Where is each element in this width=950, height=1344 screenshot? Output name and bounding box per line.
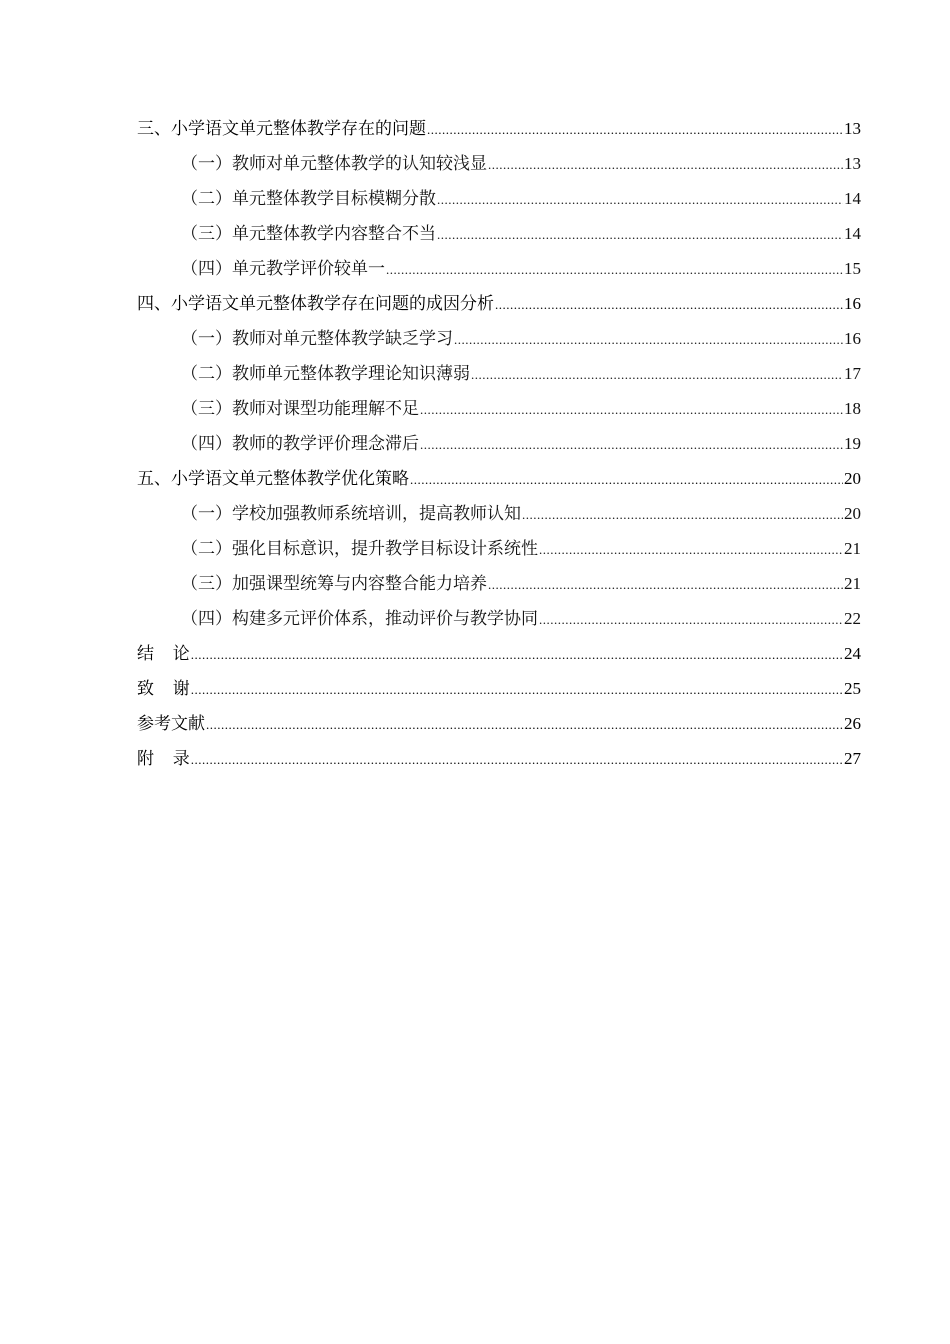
toc-entry[interactable] (137, 741, 861, 776)
toc-entry-title: （二）强化目标意识，提升教学目标设计系统性 (181, 539, 538, 559)
toc-dot-leader (420, 392, 843, 427)
toc-dot-leader (410, 462, 843, 497)
toc-page-number: 26 (844, 714, 861, 733)
toc-page-number: 25 (844, 679, 861, 698)
table-of-contents (137, 111, 861, 776)
toc-entry[interactable] (137, 706, 861, 741)
toc-entry[interactable] (137, 566, 861, 601)
toc-dot-leader (539, 532, 843, 567)
toc-page-number: 17 (844, 364, 861, 383)
toc-dot-leader (488, 567, 843, 602)
toc-entry[interactable] (137, 671, 861, 706)
toc-entry[interactable] (137, 111, 861, 146)
toc-dot-leader (206, 707, 843, 742)
toc-page-number: 20 (844, 504, 861, 523)
toc-dot-leader (539, 602, 843, 637)
toc-entry-title: （二）单元整体教学目标模糊分散 (181, 189, 436, 209)
toc-entry[interactable] (137, 601, 861, 636)
toc-entry[interactable] (137, 356, 861, 391)
toc-page-number: 14 (844, 224, 861, 243)
toc-page-number: 22 (844, 609, 861, 628)
toc-page-number: 21 (844, 574, 861, 593)
toc-entry-title: （一）学校加强教师系统培训，提高教师认知 (181, 504, 521, 524)
toc-entry-title: 五、小学语文单元整体教学优化策略 (137, 469, 409, 489)
toc-entry-title: （四）教师的教学评价理念滞后 (181, 434, 419, 454)
toc-dot-leader (495, 287, 843, 322)
toc-entry-title: （三）教师对课型功能理解不足 (181, 399, 419, 419)
toc-entry-title: （三）单元整体教学内容整合不当 (181, 224, 436, 244)
toc-dot-leader (191, 637, 843, 672)
toc-page-number: 24 (844, 644, 861, 663)
toc-entry-title: （二）教师单元整体教学理论知识薄弱 (181, 364, 470, 384)
toc-page-number: 16 (844, 294, 861, 313)
toc-entry-title: （四）单元教学评价较单一 (181, 259, 385, 279)
toc-dot-leader (191, 742, 843, 777)
toc-entry-title: 参考文献 (137, 714, 205, 734)
toc-dot-leader (437, 217, 843, 252)
toc-page-number: 13 (844, 119, 861, 138)
toc-entry[interactable] (137, 391, 861, 426)
toc-dot-leader (437, 182, 843, 217)
toc-entry[interactable] (137, 496, 861, 531)
toc-page-number: 14 (844, 189, 861, 208)
toc-entry[interactable] (137, 181, 861, 216)
toc-dot-leader (191, 672, 843, 707)
toc-entry-title: 四、小学语文单元整体教学存在问题的成因分析 (137, 294, 494, 314)
toc-entry[interactable] (137, 321, 861, 356)
toc-page-number: 15 (844, 259, 861, 278)
toc-dot-leader (471, 357, 843, 392)
toc-entry-title: 三、小学语文单元整体教学存在的问题 (137, 119, 426, 139)
toc-entry[interactable] (137, 636, 861, 671)
toc-entry[interactable] (137, 216, 861, 251)
toc-page-number: 18 (844, 399, 861, 418)
toc-entry[interactable] (137, 286, 861, 321)
toc-entry-title: 附录 (137, 749, 209, 769)
toc-entry[interactable] (137, 531, 861, 566)
toc-dot-leader (488, 147, 843, 182)
toc-page-number: 13 (844, 154, 861, 173)
toc-entry-title: （三）加强课型统筹与内容整合能力培养 (181, 574, 487, 594)
toc-dot-leader (522, 497, 843, 532)
toc-entry-title: 致谢 (137, 679, 209, 699)
toc-page-number: 19 (844, 434, 861, 453)
toc-page-number: 16 (844, 329, 861, 348)
toc-entry-title: 结论 (137, 644, 209, 664)
toc-dot-leader (386, 252, 843, 287)
toc-entry-title: （一）教师对单元整体教学缺乏学习 (181, 329, 453, 349)
toc-page-number: 27 (844, 749, 861, 768)
toc-entry-title: （四）构建多元评价体系，推动评价与教学协同 (181, 609, 538, 629)
toc-dot-leader (454, 322, 843, 357)
toc-dot-leader (420, 427, 843, 462)
toc-entry-title: （一）教师对单元整体教学的认知较浅显 (181, 154, 487, 174)
toc-page-number: 21 (844, 539, 861, 558)
toc-entry[interactable] (137, 251, 861, 286)
toc-entry[interactable] (137, 426, 861, 461)
toc-dot-leader (427, 112, 843, 147)
toc-entry[interactable] (137, 461, 861, 496)
toc-page-number: 20 (844, 469, 861, 488)
toc-entry[interactable] (137, 146, 861, 181)
